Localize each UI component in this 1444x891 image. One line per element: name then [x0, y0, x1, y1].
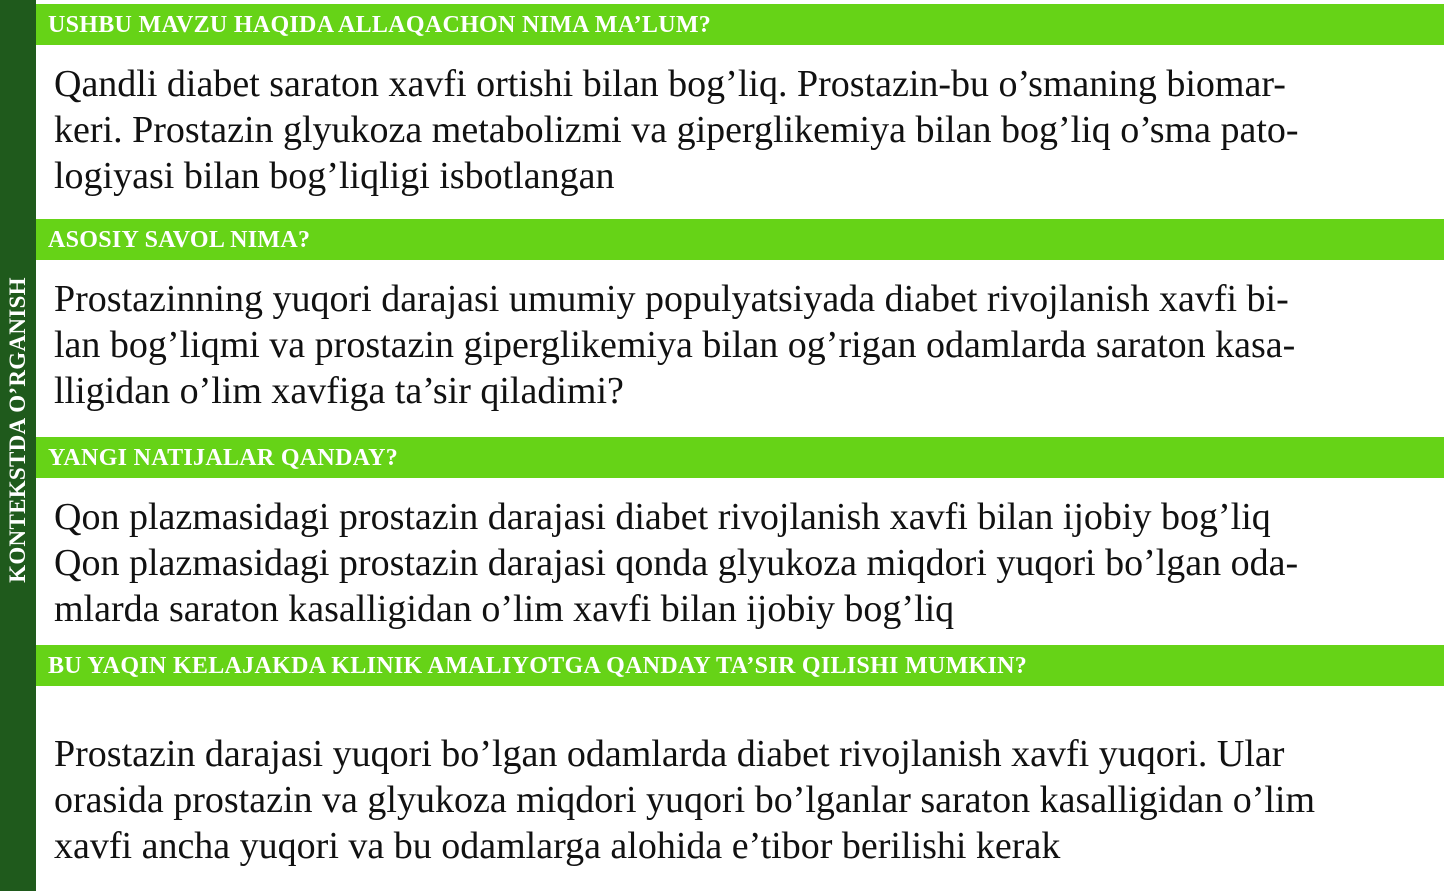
section-body [36, 494, 1444, 632]
side-bar [0, 0, 36, 891]
section-heading: USHBU MAVZU HAQIDA ALLAQACHON NIMA MA’LUM? [36, 4, 1444, 45]
body-line: orasida prostazin va glyukoza miqdori yuqori bo’lganlar saraton kasalligidan o’lim [54, 779, 1316, 821]
body-line: mlarda saraton kasalligidan o’lim xavfi bilan ijobiy bog’liq [54, 588, 955, 630]
body-line: lligidan o’lim xavfiga ta’sir qiladimi? [54, 370, 624, 412]
section-known [36, 4, 1444, 199]
section-question [36, 219, 1444, 414]
body-line: lan bog’liqmi va prostazin giperglikemiya bilan og’rigan odamlarda saraton kasa- [54, 324, 1296, 366]
section-body [36, 61, 1444, 199]
section-body [36, 276, 1444, 414]
side-label: KONTEKSTDA O’RGANISH [5, 277, 30, 583]
body-line: Prostazinning yuqori darajasi umumiy populyatsiyada diabet rivojlanish xavfi bi- [54, 278, 1289, 320]
body-line: xavfi ancha yuqori va bu odamlarga alohida e’tibor berilishi kerak [54, 825, 1061, 867]
body-line: Prostazin darajasi yuqori bo’lgan odamlarda diabet rivojlanish xavfi yuqori. Ular [54, 733, 1285, 775]
section-heading: ASOSIY SAVOL NIMA? [36, 219, 1444, 260]
body-line: keri. Prostazin glyukoza metabolizmi va giperglikemiya bilan bog’liq o’sma pato- [54, 109, 1299, 151]
section-findings [36, 437, 1444, 632]
body-line: Qon plazmasidagi prostazin darajasi qonda glyukoza miqdori yuqori bo’lgan oda- [54, 542, 1299, 584]
section-body [36, 731, 1444, 869]
section-heading: BU YAQIN KELAJAKDA KLINIK AMALIYOTGA QANDAY TA’SIR QILISHI MUMKIN? [36, 645, 1444, 686]
section-clinical-impact [36, 645, 1444, 869]
body-line: logiyasi bilan bog’liqligi isbotlangan [54, 155, 615, 197]
body-line: Qon plazmasidagi prostazin darajasi diabet rivojlanish xavfi bilan ijobiy bog’liq [54, 496, 1271, 538]
section-heading: YANGI NATIJALAR QANDAY? [36, 437, 1444, 478]
body-line: Qandli diabet saraton xavfi ortishi bilan bog’liq. Prostazin-bu o’smaning biomar- [54, 63, 1286, 105]
content-area [36, 0, 1444, 891]
